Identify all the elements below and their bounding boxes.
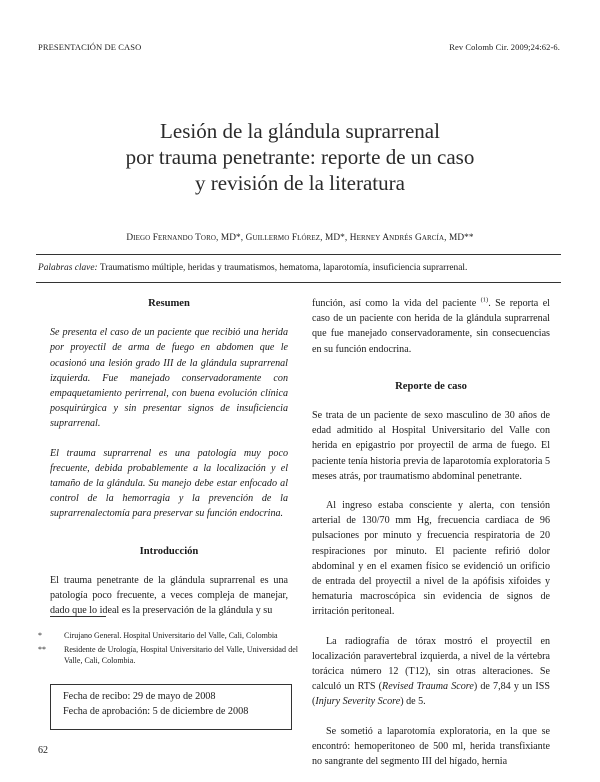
footnote-1 [38, 630, 298, 641]
title-line-1: Lesión de la glándula suprarrenal [160, 119, 440, 143]
reference-1: (1) [480, 296, 489, 304]
divider-top [36, 254, 561, 255]
received-date: Fecha de recibo: 29 de mayo de 2008 [63, 691, 216, 702]
page-number: 62 [38, 745, 48, 756]
approved-date: Fecha de aprobación: 5 de diciembre de 2008 [63, 706, 249, 717]
p3-text-b: ) de 7,84 y un ISS ( [312, 681, 550, 708]
introduccion-paragraph-1: El trauma penetrante de la glándula suprarrenal es una patología poco frecuente, a veces compleja de manejar, dado que lo ideal es la preservación de la glándula y su [50, 574, 288, 617]
dates-box [50, 684, 292, 730]
continuation-rest: . Se reporta el caso de un paciente con herida de la glándula suprarrenal que fue manejado conservadoramente, sin consecuencias en su función endocrina. [312, 298, 550, 355]
right-column [312, 296, 550, 769]
article-title [0, 118, 600, 196]
keywords-label: Palabras clave: [38, 263, 98, 273]
reporte-paragraph-1: Se trata de un paciente de sexo masculino de 30 años de edad admitido al Hospital Universitario del Valle con herida en epigastrio por proyectil de arma de fuego. El paciente tenía historia previa de laparotomía exploratoria 5 meses atrás, por traumatismo abdominal penetrante. [312, 410, 550, 482]
resumen-heading: Resumen [148, 298, 190, 309]
running-header-section: PRESENTACIÓN DE CASO [38, 42, 142, 52]
footnote-2-text: Residente de Urología, Hospital Universitario del Valle, Universidad del Valle, Cali, Colombia. [64, 645, 298, 665]
resumen-paragraph-2: El trauma suprarrenal es una patología muy poco frecuente, debida probablemente a la localización y el tamaño de la glándula. Su manejo debe estar enfocado al control de la hemorragia y la prevención de la suprarrenalectomía para preservar su función endocrina. [50, 447, 288, 520]
footnote-1-text: Cirujano General. Hospital Universitario del Valle, Cali, Colombia [64, 631, 278, 640]
left-column [50, 296, 288, 618]
iss-term: Injury Severity Score [315, 696, 401, 708]
footnote-2 [38, 644, 298, 666]
rts-term: Revised Trauma Score [382, 681, 474, 693]
reporte-paragraph-3 [312, 634, 550, 710]
footnote-2-mark: ** [38, 645, 46, 654]
footnote-1-mark: * [38, 631, 42, 640]
introduccion-continuation [312, 296, 550, 357]
divider-bottom [36, 282, 561, 283]
keywords-text: Traumatismo múltiple, heridas y traumatismos, hematoma, laparotomía, insuficiencia suprarrenal. [99, 263, 468, 273]
keywords [38, 263, 563, 273]
footnote-divider [50, 616, 106, 617]
introduccion-heading: Introducción [139, 545, 199, 557]
reporte-heading: Reporte de caso [395, 380, 467, 392]
p3-text-c: ) de 5. [400, 696, 426, 708]
reporte-paragraph-4: Se sometió a laparotomía exploratoria, en la que se encontró: hemoperitoneo de 500 ml, herida transfixiante no sangrante del segmento III del hígado, hernia [312, 725, 550, 768]
continuation-text: función, así como la vida del paciente [312, 298, 477, 309]
p3-text-a: La radiografía de tórax mostró el proyectil en localización paravertebral izquierda, a nivel de la vértebra torácica número 12 (T12), sin otras alteraciones. Se calculó un RTS ( [312, 635, 550, 693]
title-line-3: y revisión de la literatura [195, 171, 405, 195]
title-line-2: por trauma penetrante: reporte de un caso [125, 145, 475, 169]
reporte-paragraph-2: Al ingreso estaba consciente y alerta, con tensión arterial de 130/70 mm Hg, frecuencia cardiaca de 96 pulsaciones por minuto y frecuencia respiratoria de 20 respiraciones por minuto. El paciente refirió dolor abdominal y en el examen físico se evidenció un orificio de entrada del proyectil a nivel de la apófisis xifoides y hematuria macroscópica sin evidencia de signos de irritación peritoneal. [312, 500, 550, 618]
resumen-paragraph-1: Se presenta el caso de un paciente que recibió una herida por proyectil de arma de fuego en abdomen que le ocasionó una lesión grado III de la glándula suprarrenal izquierda. Fue manejado conservadoramente con empaquetamiento perirrenal, con buena evolución clínica posquirúrgica y sin presentar signos de insuficiencia suprarrenal. [50, 327, 288, 430]
author-list: Diego Fernando Toro, MD*, Guillermo Flórez, MD*, Herney Andrés García, MD** [126, 233, 474, 243]
running-header-citation: Rev Colomb Cir. 2009;24:62-6. [449, 42, 560, 52]
